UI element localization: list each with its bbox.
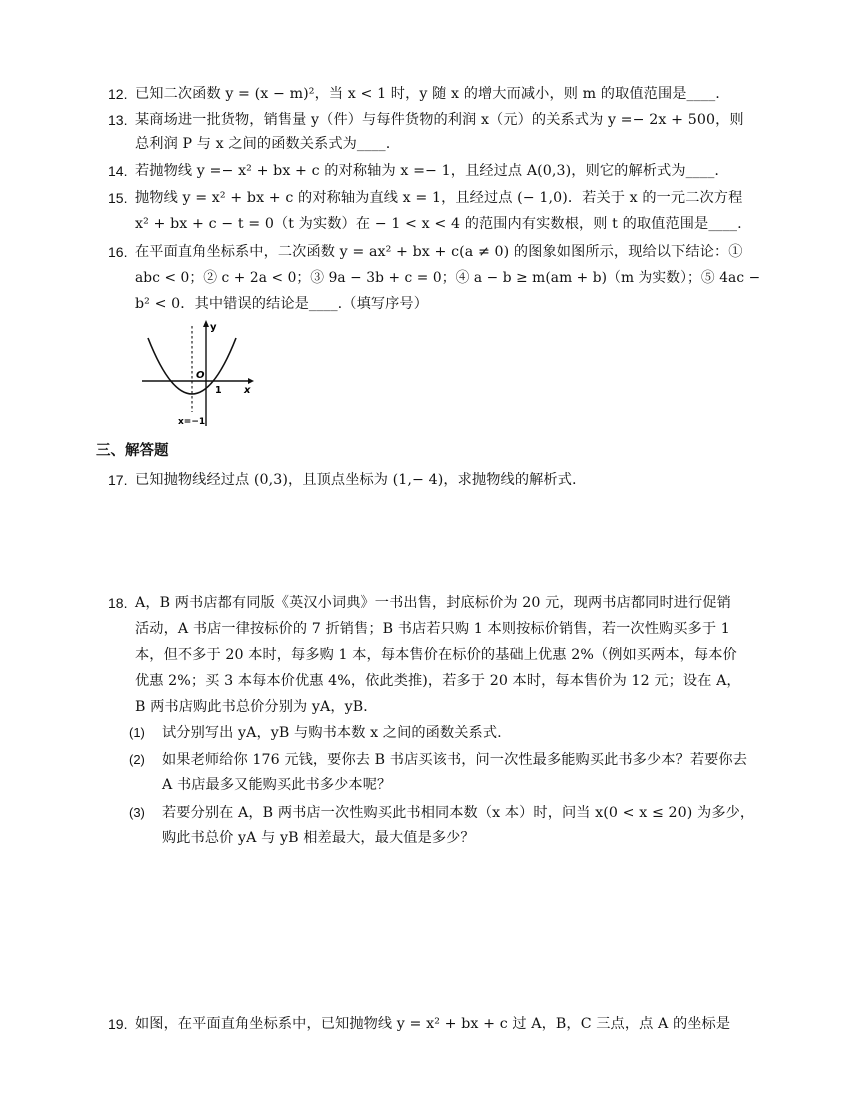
question-14-text: 若抛物线 y =− x² + bx + c 的对称轴为 x =− 1，且经过点 A(0,3)，则它的解析式为____.: [135, 163, 719, 179]
question-16-number: 16.: [108, 244, 128, 260]
question-18-line-5: B 两书店购此书总价分别为 yA，yB．: [135, 699, 378, 715]
question-15-number: 15.: [108, 190, 128, 206]
question-17-text: 已知抛物线经过点 (0,3)，且顶点坐标为 (1,− 4)，求抛物线的解析式.: [135, 472, 577, 488]
question-18-line-1: A，B 两书店都有同版《英汉小词典》一书出售，封底标价为 20 元，现两书店都同时进行促销: [135, 595, 731, 611]
question-18-sub-2-line-1: 如果老师给你 176 元钱，要你去 B 书店买该书，问一次性最多能购买此书多少本？若要你去: [162, 752, 747, 768]
question-18-sub-2-number: (2): [129, 752, 145, 767]
parabola-figure: [138, 318, 256, 430]
question-13-number: 13.: [108, 112, 128, 128]
question-18-line-2: 活动，A 书店一律按标价的 7 折销售；B 书店若只购 1 本则按标价销售，若一次性购买多于 1: [135, 621, 730, 637]
question-12-text: 已知二次函数 y = (x − m)²，当 x < 1 时，y 随 x 的增大而减小，则 m 的取值范围是____.: [135, 86, 720, 102]
question-13-line-2: 总利润 P 与 x 之间的函数关系式为____.: [135, 136, 391, 152]
question-18-sub-3-line-2: 购此书总价 yA 与 yB 相差最大，最大值是多少？: [162, 830, 475, 846]
question-19-text: 如图，在平面直角坐标系中，已知抛物线 y = x² + bx + c 过 A，B，C 三点，点 A 的坐标是: [135, 1016, 731, 1032]
question-16-line-3: b² < 0．其中错误的结论是____.（填写序号）: [135, 296, 429, 312]
question-15-line-1: 抛物线 y = x² + bx + c 的对称轴为直线 x = 1，且经过点 (− 1,0)．若关于 x 的一元二次方程: [135, 190, 743, 206]
question-14-number: 14.: [108, 163, 128, 179]
question-16-line-2: abc < 0；② c + 2a < 0；③ 9a − 3b + c = 0；④ a − b ≥ m(am + b)（m 为实数）；⑤ 4ac −: [135, 270, 761, 286]
tick-one-label: 1: [215, 385, 222, 396]
section-3-title: 三、解答题: [96, 443, 169, 459]
question-15-line-2: x² + bx + c − t = 0（t 为实数）在 − 1 < x < 4 的范围内有实数根，则 t 的取值范围是____.: [135, 216, 742, 232]
question-19-number: 19.: [108, 1016, 128, 1032]
origin-label: O: [196, 370, 205, 381]
y-axis-label: y: [210, 322, 217, 333]
question-18-number: 18.: [108, 595, 128, 611]
parabola-graph: [138, 318, 256, 430]
x-axis-arrow: [248, 378, 254, 384]
question-12-number: 12.: [108, 86, 128, 102]
question-18-line-4: 优惠 2%；买 3 本每本价优惠 4%，依此类推)，若多于 20 本时，每本售价为 12 元；设在 A，: [135, 673, 741, 689]
symmetry-line-label: x=−1: [178, 417, 206, 427]
question-18-sub-1-number: (1): [129, 725, 145, 740]
question-17-number: 17.: [108, 472, 128, 488]
y-axis-arrow: [203, 320, 209, 327]
question-18-line-3: 本，但不多于 20 本时，每多购 1 本，每本售价在标价的基础上优惠 2%（例如买两本，每本价: [135, 647, 737, 663]
question-18-sub-3-number: (3): [129, 805, 145, 820]
question-13-line-1: 某商场进一批货物，销售量 y（件）与每件货物的利润 x（元）的关系式为 y =− 2x + 500，则: [135, 112, 744, 128]
question-18-sub-2-line-2: A 书店最多又能购买此书多少本呢？: [162, 777, 392, 793]
x-axis-label: x: [244, 385, 251, 396]
question-16-line-1: 在平面直角坐标系中，二次函数 y = ax² + bx + c(a ≠ 0) 的图象如图所示，现给以下结论：①: [135, 244, 743, 260]
question-18-sub-3-line-1: 若要分别在 A，B 两书店一次性购买此书相同本数（x 本）时，问当 x(0 < x ≤ 20) 为多少，: [162, 805, 755, 821]
question-18-sub-1-text: 试分别写出 yA，yB 与购书本数 x 之间的函数关系式.: [162, 725, 502, 741]
